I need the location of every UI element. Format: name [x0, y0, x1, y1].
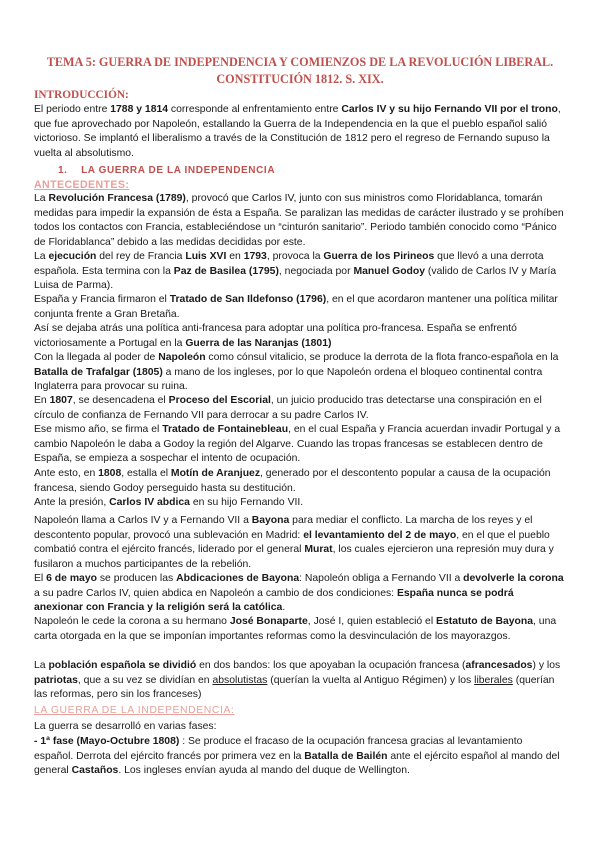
- section-title: LA GUERRA DE LA INDEPENDENCIA: [81, 165, 276, 176]
- paragraph-ejecucion: La ejecución del rey de Francia Luis XVI en 1793, provoca la Guerra de los Pirineos que llevó a una derrota española. Esta termina con la Paz de Basilea (1795), negociada por Manuel Godoy (valido de Carlos IV y María Luisa de Parma).: [34, 251, 557, 291]
- paragraph-bayona: Napoleón llama a Carlos IV y a Fernando VII a Bayona para mediar el conflicto. La marcha de los reyes y el descontento popular, provocó una sublevación en Madrid: el levantamiento del 2 de mayo, en el que el pueblo combatió contra el ejército francés, liderado por el general Murat, los cuales ejercieron una represión muy dura y fusilaron a muchos participantes de la rebelión.: [34, 515, 554, 570]
- document-title-line-2: CONSTITUCIÓN 1812. S. XIX.: [216, 72, 384, 86]
- paragraph-naranjas: Así se dejaba atrás una política anti-francesa para adoptar una política pro-francesa. España se enfrentó victoriosamente a Portugal en la Guerra de las Naranjas (1801): [34, 323, 517, 349]
- paragraph-escorial: En 1807, se desencadena el Proceso del Escorial, un juicio producido tras detectarse una conspiración en el círculo de confianza de Fernando VII para derrocar a su padre Carlos IV.: [34, 395, 542, 421]
- paragraph-fases: La guerra se desarrolló en varias fases:: [34, 721, 217, 732]
- paragraph-trafalgar: Con la llegada al poder de Napoleón como cónsul vitalicio, se produce la derrota de la flota franco-española en la Batalla de Trafalgar (1805) a mano de los ingleses, por lo que Napoleón ordena el bloqueo continental contra Inglaterra para provocar su ruina.: [34, 352, 559, 392]
- paragraph-abdicaciones-bayona: El 6 de mayo se producen las Abdicaciones de Bayona: Napoleón obliga a Fernando VII a devolverle la corona a su padre Carlos IV, quien abdica en Napoleón a cambio de dos condiciones: España nunca se podrá anexionar con Francia y la religión será la católica.: [34, 573, 564, 613]
- paragraph-san-ildefonso: España y Francia firmaron el Tratado de San Ildefonso (1796), en el que acordaron mantener una política militar conjunta frente a Gran Bretaña.: [34, 294, 558, 320]
- paragraph-aranjuez: Ante esto, en 1808, estalla el Motín de Aranjuez, generado por el descontento popular a causa de la ocupación francesa, siendo Godoy perseguido hasta su destitución.: [34, 468, 551, 494]
- intro-paragraph: El periodo entre 1788 y 1814 corresponde al enfrentamiento entre Carlos IV y su hijo Fernando VII por el trono, que fue aprovechado por Napoleón, estallando la Guerra de la Independencia en la que el pueblo español salió victorioso. Se implantó el liberalismo a través de la Constitución de 1812 pero el regreso de Fernando supuso la vuelta al absolutismo.: [34, 104, 561, 159]
- antecedentes-heading: ANTECEDENTES:: [34, 179, 130, 191]
- paragraph-fontainebleau: Ese mismo año, se firma el Tratado de Fontainebleau, en el cual España y Francia acuerdan invadir Portugal y a cambio Napoleón le daba a Godoy la región del Algarve. Cuando las tropas francesas se establecen dentro de España, se empieza a sospechar el intento de ocupación.: [34, 424, 561, 464]
- paragraph-abdicacion: Ante la presión, Carlos IV abdica en su hijo Fernando VII.: [34, 497, 304, 508]
- section-heading: [58, 164, 275, 177]
- paragraph-jose-bonaparte: Napoleón le cede la corona a su hermano José Bonaparte, José I, quien estableció el Estatuto de Bayona, una carta otorgada en la que se imponían importantes reformas como la desvinculación de los mayorazgos.: [34, 616, 557, 642]
- document-title-line-1: TEMA 5: GUERRA DE INDEPENDENCIA Y COMIENZOS DE LA REVOLUCIÓN LIBERAL.: [46, 55, 554, 69]
- section-number: 1.: [58, 165, 68, 176]
- paragraph-poblacion: La población española se dividió en dos bandos: los que apoyaban la ocupación francesa (afrancesados) y los patriotas, que a su vez se dividían en absolutistas (querían la vuelta al Antiguo Régimen) y los liberales (querían las reformas, pero sin los franceses): [34, 660, 561, 700]
- paragraph-revolucion-francesa: La Revolución Francesa (1789), provocó que Carlos IV, junto con sus ministros como Floridablanca, tomarán medidas para impedir la expansión de ésta a España. Se paralizan las medidas de carácter ilustrado y se prohíben todos los contactos con Francia, estableciéndose un “cinturón sanitario”. Periodo también conocido como “Pánico de Floridablanca” debido a las medidas decididas por este.: [34, 193, 564, 248]
- paragraph-primera-fase: - 1ª fase (Mayo-Octubre 1808) : Se produce el fracaso de la ocupación francesa gracias al levantamiento español. Derrota del ejército francés por primera vez en la Batalla de Bailén ante el ejército español al mando del general Castaños. Los ingleses envían ayuda al mando del duque de Wellington.: [34, 736, 560, 776]
- guerra-heading: LA GUERRA DE LA INDEPENDENCIA:: [34, 705, 235, 716]
- intro-heading: INTRODUCCIÓN:: [34, 89, 129, 101]
